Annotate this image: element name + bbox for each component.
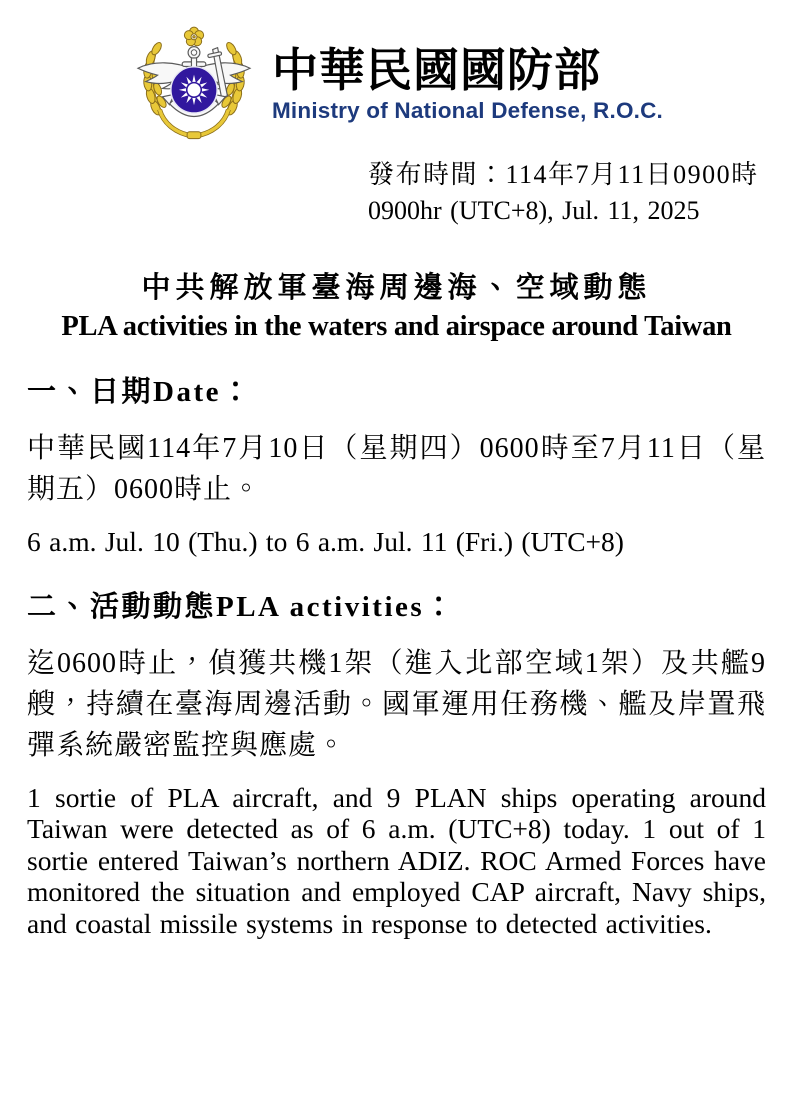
section-activities-paragraph-zh: 迄0600時止，偵獲共機1架（進入北部空域1架）及共艦9艘，持續在臺海周邊活動。國軍運用任務機、艦及岸置飛彈系統嚴密監控與應處。 — [27, 647, 766, 761]
section-date-paragraph-zh: 中華民國114年7月10日（星期四）0600時至7月11日（星期五）0600時止。 — [27, 433, 766, 505]
section-activities-paragraph-en: 1 sortie of PLA aircraft, and 9 PLAN ships operating around Taiwan were detected as of 6 a.m. (UTC+8) today. 1 out of 1 sortie entered Taiwan’s northern ADIZ. ROC Armed Forces have monitored the situation and employed CAP aircraft, Navy ships, and coastal missile systems in response to detected activities. — [27, 781, 766, 939]
release-time-zh: 發布時間：114年7月11日0900時 — [368, 160, 759, 189]
ministry-names — [272, 46, 663, 124]
release-time-block — [368, 157, 766, 229]
roc-sun-disc — [171, 67, 217, 113]
ministry-name-en: Ministry of National Defense, R.O.C. — [271, 97, 663, 123]
ministry-header — [27, 25, 766, 145]
section-date — [27, 369, 766, 558]
section-activities-heading: 二、活動動態PLA activities： — [27, 590, 456, 623]
section-date-paragraph-en: 6 a.m. Jul. 10 (Thu.) to 6 a.m. Jul. 11 (Fri.) (UTC+8) — [27, 526, 624, 557]
ministry-name-zh: 中華民國國防部 — [271, 45, 601, 97]
plum-blossom — [184, 27, 203, 46]
section-date-heading: 一、日期Date： — [27, 376, 253, 408]
mnd-emblem-svg — [130, 25, 258, 145]
document-title-en: PLA activities in the waters and airspace around Taiwan — [61, 311, 732, 342]
document-title — [27, 265, 766, 343]
document-title-zh: 中共解放軍臺海周邊海、空域動態 — [141, 272, 652, 304]
release-time-en: 0900hr (UTC+8), Jul. 11, 2025 — [368, 196, 700, 225]
wreath-knot — [187, 132, 201, 139]
section-activities — [27, 584, 766, 940]
mnd-emblem-icon — [130, 25, 258, 145]
